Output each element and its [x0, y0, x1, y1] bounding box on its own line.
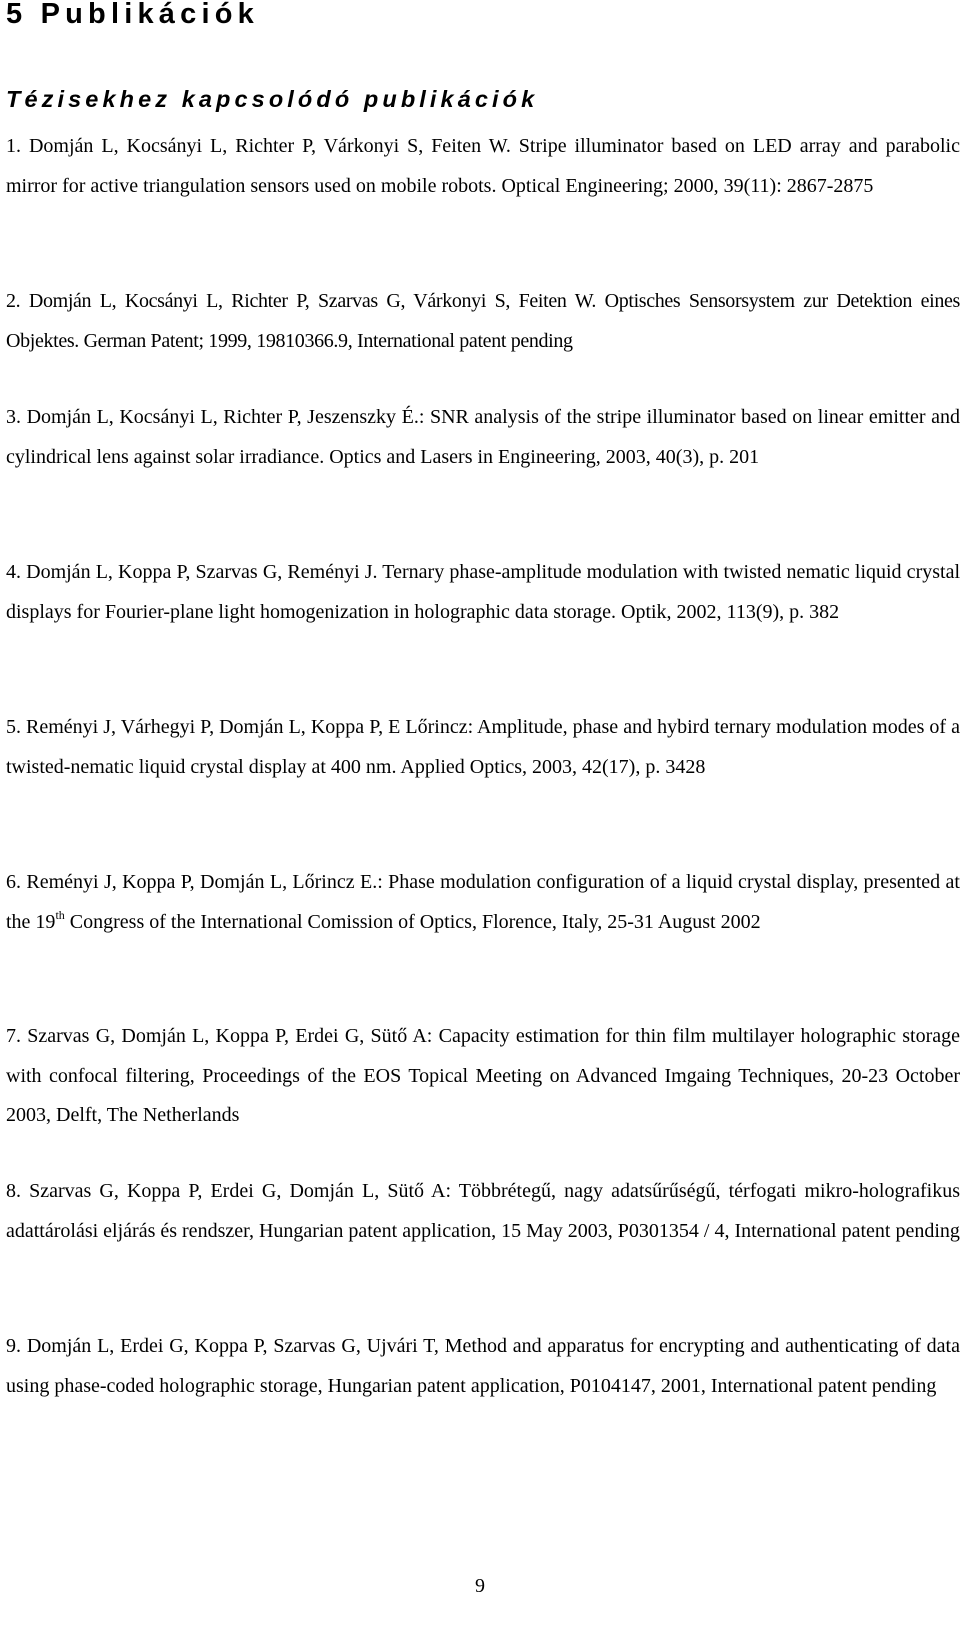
- publication-item: 4. Domján L, Koppa P, Szarvas G, Reményi J. Ternary phase-amplitude modulation with twisted nematic liquid crystal displays for Fourier-plane light homogenization in holographic data storage. Optik, 2002, 113(9), p. 382: [6, 561, 960, 623]
- publication-item: 3. Domján L, Kocsányi L, Richter P, Jeszenszky É.: SNR analysis of the stripe illuminator based on linear emitter and cylindrical lens against solar irradiance. Optics and Lasers in Engineering, 2003, 40(3), p. 201: [6, 406, 960, 468]
- publication-item: 1. Domján L, Kocsányi L, Richter P, Várkonyi S, Feiten W. Stripe illuminator based on LED array and parabolic mirror for active triangulation sensors used on mobile robots. Optical Engineering; 2000, 39(11): 2867-2875: [6, 135, 960, 197]
- section-title: Tézisekhez kapcsolódó publikációk: [6, 86, 539, 112]
- publication-item: 2. Domján L, Kocsányi L, Richter P, Szarvas G, Várkonyi S, Feiten W. Optisches Sensorsystem zur Detektion eines Objektes. German Patent; 1999, 19810366.9, International patent pending: [6, 290, 960, 352]
- publication-item: 9. Domján L, Erdei G, Koppa P, Szarvas G, Ujvári T, Method and apparatus for encrypting and authenticating of data using phase-coded holographic storage, Hungarian patent application, P0104147, 2001, International patent pending: [6, 1335, 960, 1397]
- publication-item: 8. Szarvas G, Koppa P, Erdei G, Domján L, Sütő A: Többrétegű, nagy adatsűrűségű, térfogati mikro-holografikus adattárolási eljárás és rendszer, Hungarian patent application, 15 May 2003, P0301354 / 4, International patent pending: [6, 1180, 960, 1242]
- publication-item: 7. Szarvas G, Domján L, Koppa P, Erdei G, Sütő A: Capacity estimation for thin film multilayer holographic storage with confocal filtering, Proceedings of the EOS Topical Meeting on Advanced Imgaing Techniques, 20-23 October 2003, Delft, The Netherlands: [6, 1025, 960, 1127]
- publication-text: Congress of the International Comission of Optics, Florence, Italy, 25-31 August 2002: [64, 910, 761, 933]
- chapter-title: 5 Publikációk: [6, 0, 259, 30]
- ordinal-superscript: th: [55, 907, 65, 922]
- publication-item: [6, 863, 960, 942]
- page-number: 9: [475, 1575, 485, 1597]
- publication-text: 6. Reményi J, Koppa P, Domján L, Lőrincz E.: Phase modulation configuration of a liquid crystal display, presented at the 19: [6, 871, 960, 933]
- publication-item: 5. Reményi J, Várhegyi P, Domján L, Koppa P, E Lőrincz: Amplitude, phase and hybird ternary modulation modes of a twisted-nematic liquid crystal display at 400 nm. Applied Optics, 2003, 42(17), p. 3428: [6, 716, 960, 778]
